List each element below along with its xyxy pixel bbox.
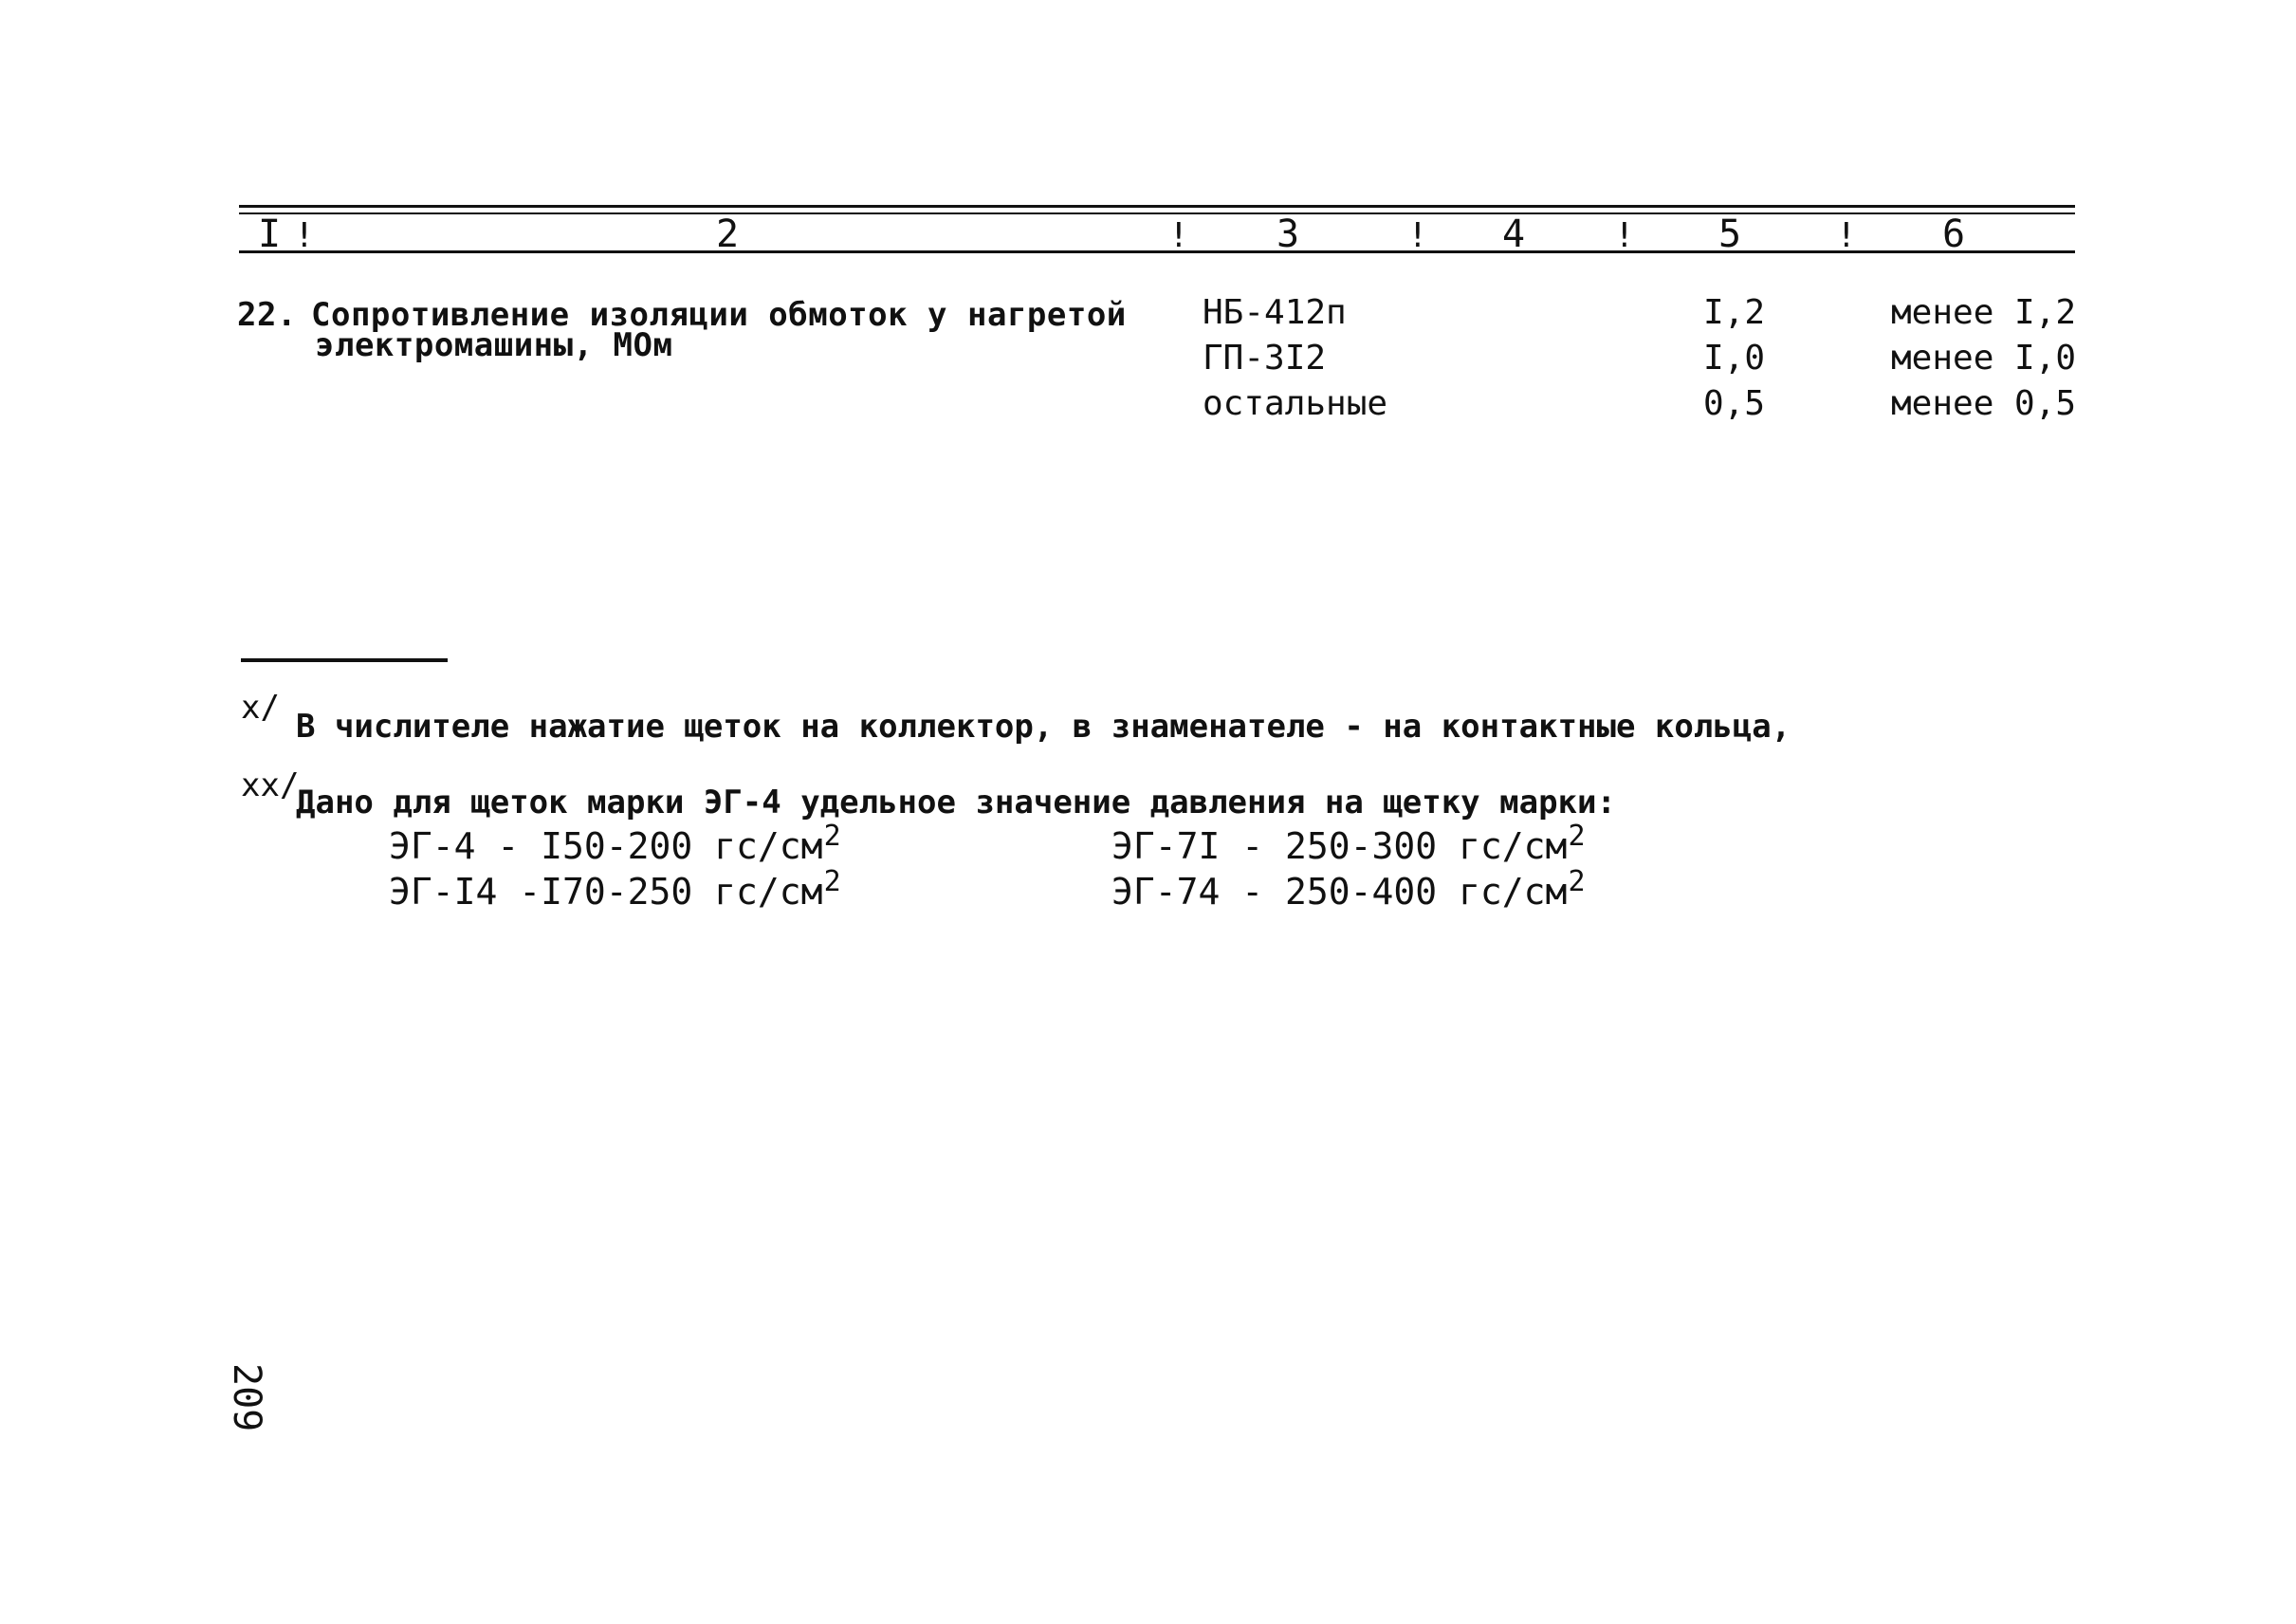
header-col-3: 3 [1277,212,1300,256]
row-item-col5: I,0 [1703,339,1766,378]
table-header-bottom-rule [239,250,2075,253]
page-number: 209 [225,1363,268,1432]
header-separator: ! [1614,216,1635,255]
header-col-4: 4 [1502,212,1526,256]
row-description-line-1: Сопротивление изоляции обмоток у нагретой [311,296,1127,334]
header-col-6: 6 [1942,212,1966,256]
brush-pressure-eg14: ЭГ-I4 -I70-250 $гс/см^2$ [389,865,841,913]
row-item-col5: 0,5 [1703,384,1766,423]
footnote-2-mark: xx/ [241,766,300,804]
brush-pressure-eg4: ЭГ-4 - I50-200 $гс/см^2$ [389,820,841,867]
table-top-rule-2 [239,212,2075,214]
header-separator: ! [294,216,315,255]
header-col-1: I [258,212,282,256]
row-item-col6: менее I,0 [1891,339,2077,378]
header-separator: ! [1407,216,1428,255]
brush-pressure-eg74: ЭГ-74 - 250-400 $гс/см^2$ [1111,865,1586,913]
row-item-col3: ГП-3I2 [1203,339,1327,378]
header-col-2: 2 [716,212,740,256]
header-separator: ! [1836,216,1857,255]
header-col-5: 5 [1718,212,1742,256]
row-item-col3: НБ-412п [1203,293,1347,332]
row-item-col5: I,2 [1703,293,1766,332]
footnote-2-text: Дано для щеток марки ЭГ-4 удельное значение давления на щетку марки: [296,784,1616,821]
row-description-line-2: электромашины, МОм [315,326,673,364]
brush-pressure-eg71: ЭГ-7I - 250-300 $гс/см^2$ [1111,820,1586,867]
row-number: 22. [237,296,297,334]
row-item-col3: остальные [1203,384,1388,423]
footnote-divider [241,658,448,662]
header-separator: ! [1168,216,1189,255]
row-item-col6: менее I,2 [1891,293,2077,332]
row-item-col6: менее 0,5 [1891,384,2077,423]
table-top-rule-1 [239,205,2075,208]
footnote-1-mark: x/ [241,689,280,727]
footnote-1-text: В числителе нажатие щеток на коллектор, в знаменателе - на контактные кольца, [296,708,1791,746]
